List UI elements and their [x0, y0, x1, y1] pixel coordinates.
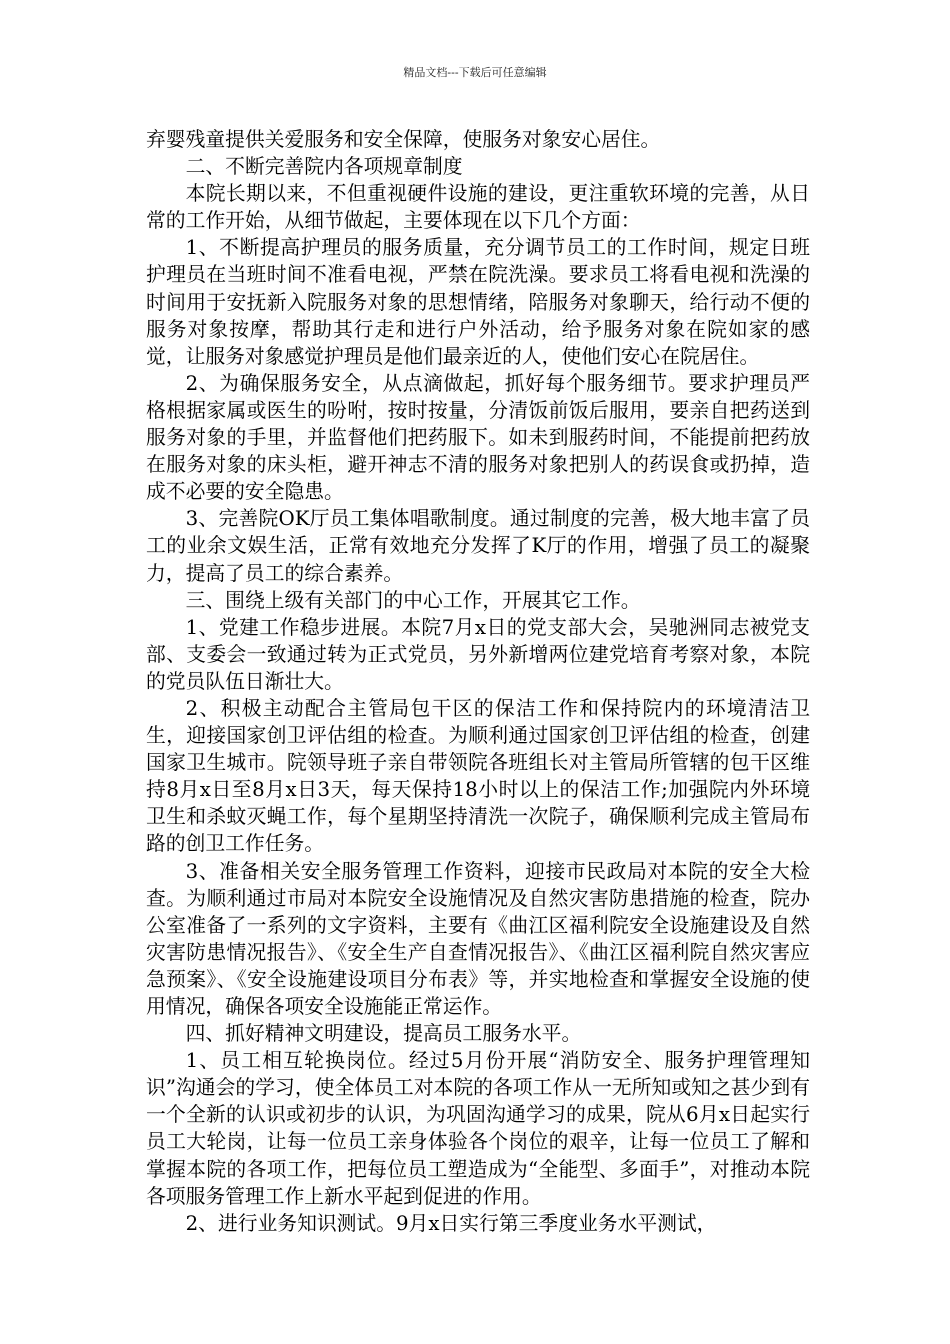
body-paragraph: 四、抓好精神文明建设，提高员工服务水平。: [185, 1022, 582, 1046]
body-paragraph: 2、进行业务知识测试。9月x日实行第三季度业务水平测试，: [185, 1211, 717, 1235]
body-paragraph: 弃婴残童提供关爱服务和安全保障，使服务对象安心居住。: [146, 128, 661, 151]
body-paragraph: 三、围绕上级有关部门的中心工作，开展其它工作。: [185, 588, 641, 612]
body-paragraph: 3、完善院OK厅员工集体唱歌制度。通过制度的完善，极大地丰富了员工的业余文娱生活，正常有效地充分发挥了K厅的作用，增强了员工的凝聚力，提高了员工的综合素养。: [146, 507, 810, 585]
body-paragraph: 1、员工相互轮换岗位。经过5月份开展“消防安全、服务护理管理知识”沟通会的学习，使全体员工对本院的各项工作从一无所知或知之甚少到有一个全新的认识或初步的认识，为巩固沟通学习的成果，院从6月x日起实行员工大轮岗，让每一位员工亲身体验各个岗位的艰辛，让每一位员工了解和掌握本院的各项工作，把每位员工塑造成为“全能型、多面手”，对推动本院各项服务管理工作上新水平起到促进的作用。: [146, 1049, 810, 1208]
page-header: 精品文档---下载后可任意编辑: [403, 66, 547, 79]
body-paragraph: 2、积极主动配合主管局包干区的保洁工作和保持院内的环境清洁卫生，迎接国家创卫评估组的检查。为顺利通过国家创卫评估组的检查，创建国家卫生城市。院领导班子亲自带领院各班组长对主管局所管辖的包干区维持8月x日至8月x日3天，每天保持18小时以上的保洁工作;加强院内外环境卫生和杀蚊灭蝇工作，每个星期坚持清洗一次院子，确保顺利完成主管局布路的创卫工作任务。: [146, 696, 810, 856]
body-paragraph: 本院长期以来，不但重视硬件设施的建设，更注重软环境的完善，从日常的工作开始，从细节做起，主要体现在以下几个方面：: [146, 182, 810, 233]
body-paragraph: 1、党建工作稳步进展。本院7月x日的党支部大会，吴驰洲同志被党支部、支委会一致通过转为正式党员，另外新增两位建党培育考察对象，本院的党员队伍日渐壮大。: [146, 615, 810, 693]
body-paragraph: 2、为确保服务安全，从点滴做起，抓好每个服务细节。要求护理员严格根据家属或医生的吩咐，按时按量，分清饭前饭后服用，要亲自把药送到服务对象的手里，并监督他们把药服下。如未到服药时间，不能提前把药放在服务对象的床头柜，避开神志不清的服务对象把别人的药误食或扔掉，造成不必要的安全隐患。: [146, 371, 810, 504]
body-paragraph: 1、不断提高护理员的服务质量，充分调节员工的工作时间，规定日班护理员在当班时间不准看电视，严禁在院洗澡。要求员工将看电视和洗澡的时间用于安抚新入院服务对象的思想情绪，陪服务对象聊天，给行动不便的服务对象按摩，帮助其行走和进行户外活动，给予服务对象在院如家的感觉，让服务对象感觉护理员是他们最亲近的人，使他们安心在院居住。: [146, 236, 810, 368]
body-paragraph: 3、准备相关安全服务管理工作资料，迎接市民政局对本院的安全大检查。为顺利通过市局对本院安全设施情况及自然灾害防患措施的检查，院办公室准备了一系列的文字资料，主要有《曲江区福利院安全设施建设及自然灾害防患情况报告》、《安全生产自查情况报告》、《曲江区福利院自然灾害应急预案》、《安全设施建设项目分布表》等，并实地检查和掌握安全设施的使用情况，确保各项安全设施能正常运作。: [146, 859, 810, 1018]
document-body: [146, 126, 810, 1237]
body-paragraph: 二、不断完善院内各项规章制度: [185, 155, 463, 179]
